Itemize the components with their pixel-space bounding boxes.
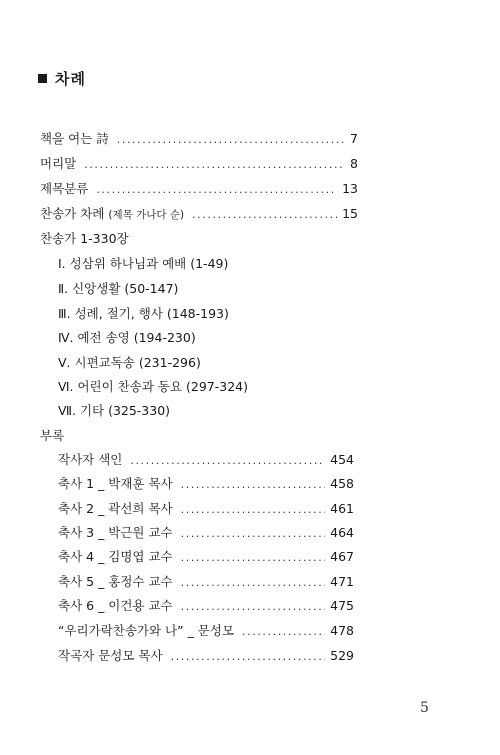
hymn-section: Ⅱ. 신앙생활 (50-147) — [58, 281, 179, 296]
toc-entry-page: 8 — [350, 156, 358, 171]
appendix-entry-page: 464 — [330, 525, 354, 540]
dot-leader — [171, 649, 326, 665]
dot-leader — [117, 132, 345, 148]
page-number: 5 — [420, 700, 429, 716]
toc-entry — [40, 131, 358, 148]
appendix-entry — [58, 648, 354, 665]
appendix-entry-title: 작곡자 문성모 목사 — [58, 648, 163, 663]
appendix-entry-page: 458 — [330, 476, 354, 491]
toc-entry-page: 13 — [342, 181, 358, 196]
hymn-section: Ⅳ. 예전 송영 (194-230) — [58, 330, 196, 345]
appendix-entry-title: 축사 4 _ 김명엽 교수 — [58, 549, 173, 564]
appendix-entry-title: 축사 2 _ 곽선희 목사 — [58, 501, 173, 516]
dot-leader — [181, 550, 326, 566]
appendix-entry — [58, 598, 354, 615]
appendix-entry-page: 471 — [330, 574, 354, 589]
toc-entry-page: 7 — [350, 131, 358, 146]
appendix-entry-page: 454 — [330, 452, 354, 467]
toc-entry — [40, 181, 358, 198]
appendix-entry-title: 축사 3 _ 박근원 교수 — [58, 525, 173, 540]
dot-leader — [84, 157, 345, 173]
dot-leader — [181, 502, 326, 518]
appendix-entry-page: 475 — [330, 598, 354, 613]
appendix-entry — [58, 452, 354, 469]
toc-entry-note: (제목 가나다 순) — [108, 209, 185, 221]
appendix-entry — [58, 623, 354, 640]
appendix-entry — [58, 525, 354, 542]
dot-leader — [181, 526, 326, 542]
hymn-section: Ⅲ. 성례, 절기, 행사 (148-193) — [58, 306, 229, 321]
toc-entry-title: 책을 여는 詩 — [40, 131, 109, 146]
hymn-section: Ⅴ. 시편교독송 (231-296) — [58, 355, 201, 370]
appendix-entry — [58, 501, 354, 518]
toc-heading-text: 차례 — [55, 70, 86, 88]
hymn-section: Ⅰ. 성삼위 하나님과 예배 (1-49) — [58, 256, 229, 271]
toc-entry — [40, 156, 358, 173]
appendix-entry-page: 467 — [330, 549, 354, 564]
dot-leader — [192, 207, 337, 223]
appendix-entry — [58, 574, 354, 591]
toc-entry-title-text: 찬송가 차례 — [40, 206, 105, 221]
appendix-entry-title: 작사자 색인 — [58, 452, 123, 467]
toc-entry-page: 15 — [342, 206, 358, 221]
appendix-entry-title: 축사 5 _ 홍정수 교수 — [58, 574, 173, 589]
hymn-section: Ⅵ. 어린이 찬송과 동요 (297-324) — [58, 379, 248, 394]
appendix-entry-title: 축사 1 _ 박재훈 목사 — [58, 476, 173, 491]
appendix-header: 부록 — [40, 428, 65, 443]
appendix-entry-page: 461 — [330, 501, 354, 516]
appendix-entry-page: 478 — [330, 623, 354, 638]
dot-leader — [242, 624, 325, 640]
dot-leader — [181, 477, 326, 493]
dot-leader — [130, 453, 325, 469]
hymn-section: Ⅶ. 기타 (325-330) — [58, 403, 171, 418]
toc-entry — [40, 206, 358, 223]
appendix-entry — [58, 549, 354, 566]
dot-leader — [181, 599, 326, 615]
hymns-header: 찬송가 1-330장 — [40, 231, 129, 246]
toc-entry-title: 머리말 — [40, 156, 77, 171]
appendix-entry-page: 529 — [330, 648, 354, 663]
dot-leader — [181, 575, 326, 591]
appendix-entry — [58, 476, 354, 493]
dot-leader — [96, 182, 337, 198]
toc-entry-title: 제목분류 — [40, 181, 89, 196]
appendix-entry-title: “우리가락찬송가와 나” _ 문성모 — [58, 623, 235, 638]
toc-entry-title — [40, 206, 184, 223]
appendix-entry-title: 축사 6 _ 이건용 교수 — [58, 598, 173, 613]
